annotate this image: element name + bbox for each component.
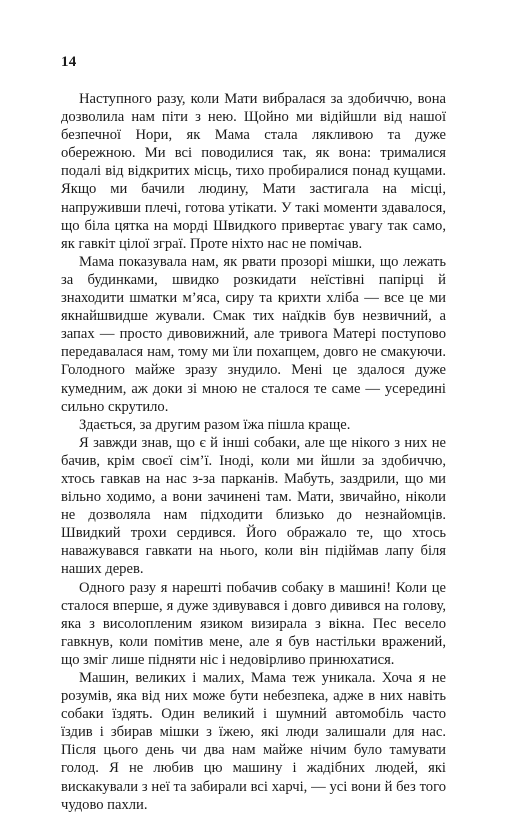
paragraph: Одного разу я нарешті побачив собаку в машині! Коли це сталося вперше, я дуже здивувався і довго дивився на голову, яка з висолопленим язиком визирала з вікна. Пес весело гавкнув, коли помітив мене, але я був настільки вражений, що зміг лише підняти ніс і недовірливо принюхатися. bbox=[61, 579, 446, 668]
paragraph: Наступного разу, коли Мати вибралася за здобиччю, вона дозволила нам піти з нею. Щойно ми відійшли від нашої безпечної Нори, як Мама стала лякливою та дуже обережною. Ми всі поводилися так, як вона: трималися подалі від відкритих місць, тихо пробиралися понад кущами. Якщо ми бачили людину, Мати застигала на місці, напруживши плечі, готова утікати. У такі моменти здавалося, що біла цятка на морді Швидкого привертає увагу так само, як гавкіт цілої зграї. Проте ніхто нас не помічав. bbox=[61, 91, 446, 252]
paragraph: Здається, за другим разом їжа пішла краще. bbox=[79, 416, 351, 433]
body-text bbox=[61, 90, 446, 814]
paragraph: Машин, великих і малих, Мама теж уникала. Хоча я не розумів, яка від них може бути небезпека, адже в них навіть собаки їздять. Один великий і шумний автомобіль часто їздив і збирав мішки з їжею, які люди залишали для нас. Після цього день чи два нам майже нічим було тамувати голод. Я не любив цю машину і жадібних людей, які вискакували з неї та забирали всі харчі, — усі вони й без того чудово пахли. bbox=[61, 670, 446, 813]
paragraph: Мама показувала нам, як рвати прозорі мішки, що лежать за будинками, швидко розкидати неїстівні папірці й знаходити шматки м’яса, сиру та крихти хліба — все це ми якнайшвидше жували. Смак тих наїдків був незвичний, а запах — просто дивовижний, але тривога Матері поступово передавалася нам, тому ми їли похапцем, довго не смакуючи. Голодного майже зразу знудило. Мені це здалося дуже кумедним, аж доки зі мною не сталося те саме — усередині сильно скрутило. bbox=[61, 253, 446, 415]
page-number: 14 bbox=[61, 54, 77, 70]
paragraph: Я завжди знав, що є й інші собаки, але ще нікого з них не бачив, крім своєї сім’ї. Іноді, коли ми йшли за здобиччю, хтось гавкав на нас з-за парканів. Мабуть, заздрили, що ми вільно ходимо, а вони зачинені там. Мати, звичайно, ніколи не дозволяла нам підходити близько до незнайомців. Швидкий трохи сердився. Його ображало те, що хтось наважувався гавкати на нього, коли він підіймав лапу біля наших дерев. bbox=[61, 434, 446, 578]
